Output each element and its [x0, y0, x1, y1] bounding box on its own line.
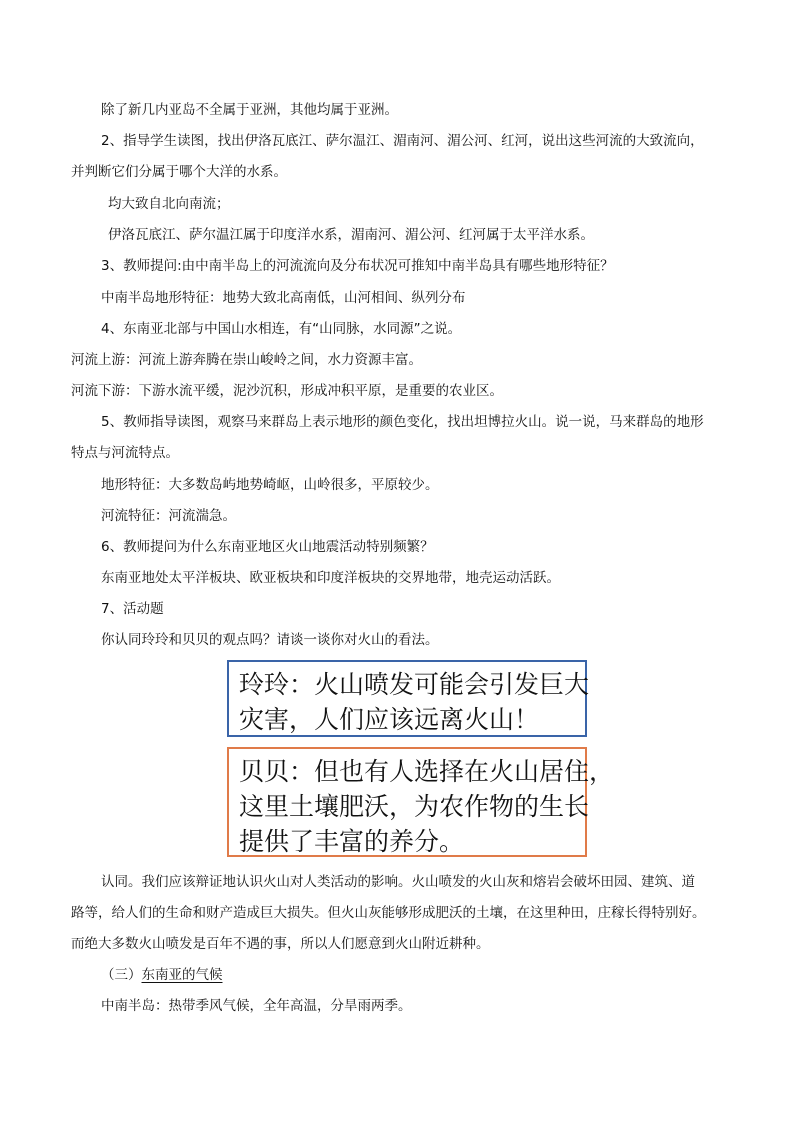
beibei-quote-line: 贝贝：但也有人选择在火山居住， — [239, 757, 615, 786]
text-line: 并判断它们分属于哪个大洋的水系。 — [71, 164, 287, 180]
text-line: 除了新几内亚岛不全属于亚洲，其他均属于亚洲。 — [101, 102, 398, 118]
answer-line: 路等，给人们的生命和财产造成巨大损失。但火山灰能够形成肥沃的土壤，在这里种田，庄稼长得特别好。 — [71, 905, 706, 921]
text-line: 3、教师提问:由中南半岛上的河流流向及分布状况可推知中南半岛具有哪些地形特征？ — [101, 258, 614, 274]
text-line: 均大致自北向南流； — [108, 196, 230, 212]
text-line: 河流上游：河流上游奔腾在崇山峻岭之间，水力资源丰富。 — [71, 352, 422, 368]
text-line: 4、东南亚北部与中国山水相连，有“山同脉，水同源”之说。 — [101, 321, 462, 337]
text-line: 5、教师指导读图，观察马来群岛上表示地形的颜色变化，找出坦博拉火山。说一说，马来群岛的地形 — [101, 414, 704, 430]
text-line: 河流下游：下游水流平缓，泥沙沉积，形成冲积平原，是重要的农业区。 — [71, 383, 503, 399]
text-line: 东南亚地处太平洋板块、欧亚板块和印度洋板块的交界地带，地壳运动活跃。 — [101, 570, 560, 586]
section-number: （三） — [101, 967, 142, 983]
text-line: 特点与河流特点。 — [71, 445, 179, 461]
linglin-quote-line: 灾害，人们应该远离火山！ — [239, 705, 540, 734]
linglin-quote-box — [227, 660, 590, 737]
linglin-quote-line: 玲玲：火山喷发可能会引发巨大 — [239, 670, 590, 699]
answer-line: 认同。我们应该辩证地认识火山对人类活动的影响。火山喷发的火山灰和熔岩会破坏田园、建筑、道 — [101, 874, 695, 890]
section-heading — [101, 966, 223, 984]
answer-line: 而绝大多数火山喷发是百年不遇的事，所以人们愿意到火山附近耕种。 — [71, 936, 490, 952]
text-line: 7、活动题 — [101, 601, 164, 617]
beibei-quote-line: 提供了丰富的养分。 — [239, 827, 465, 856]
text-line: 地形特征：大多数岛屿地势崎岖，山岭很多，平原较少。 — [101, 477, 439, 493]
text-line: 2、指导学生读图，找出伊洛瓦底江、萨尔温江、湄南河、湄公河、红河，说出这些河流的大致流向， — [101, 133, 704, 149]
text-line: 中南半岛：热带季风气候，全年高温，分旱雨两季。 — [101, 998, 412, 1014]
text-line: 你认同玲玲和贝贝的观点吗？请谈一谈你对火山的看法。 — [101, 632, 439, 648]
text-line: 河流特征：河流湍急。 — [101, 508, 236, 524]
section-title: 东南亚的气候 — [141, 967, 223, 983]
text-line: 伊洛瓦底江、萨尔温江属于印度洋水系，湄南河、湄公河、红河属于太平洋水系。 — [108, 227, 594, 243]
beibei-quote-line: 这里土壤肥沃，为农作物的生长 — [239, 792, 590, 821]
beibei-quote-box — [227, 747, 615, 857]
text-line: 中南半岛地形特征：地势大致北高南低，山河相间、纵列分布 — [101, 290, 466, 306]
text-line: 6、教师提问为什么东南亚地区火山地震活动特别频繁？ — [101, 539, 434, 555]
